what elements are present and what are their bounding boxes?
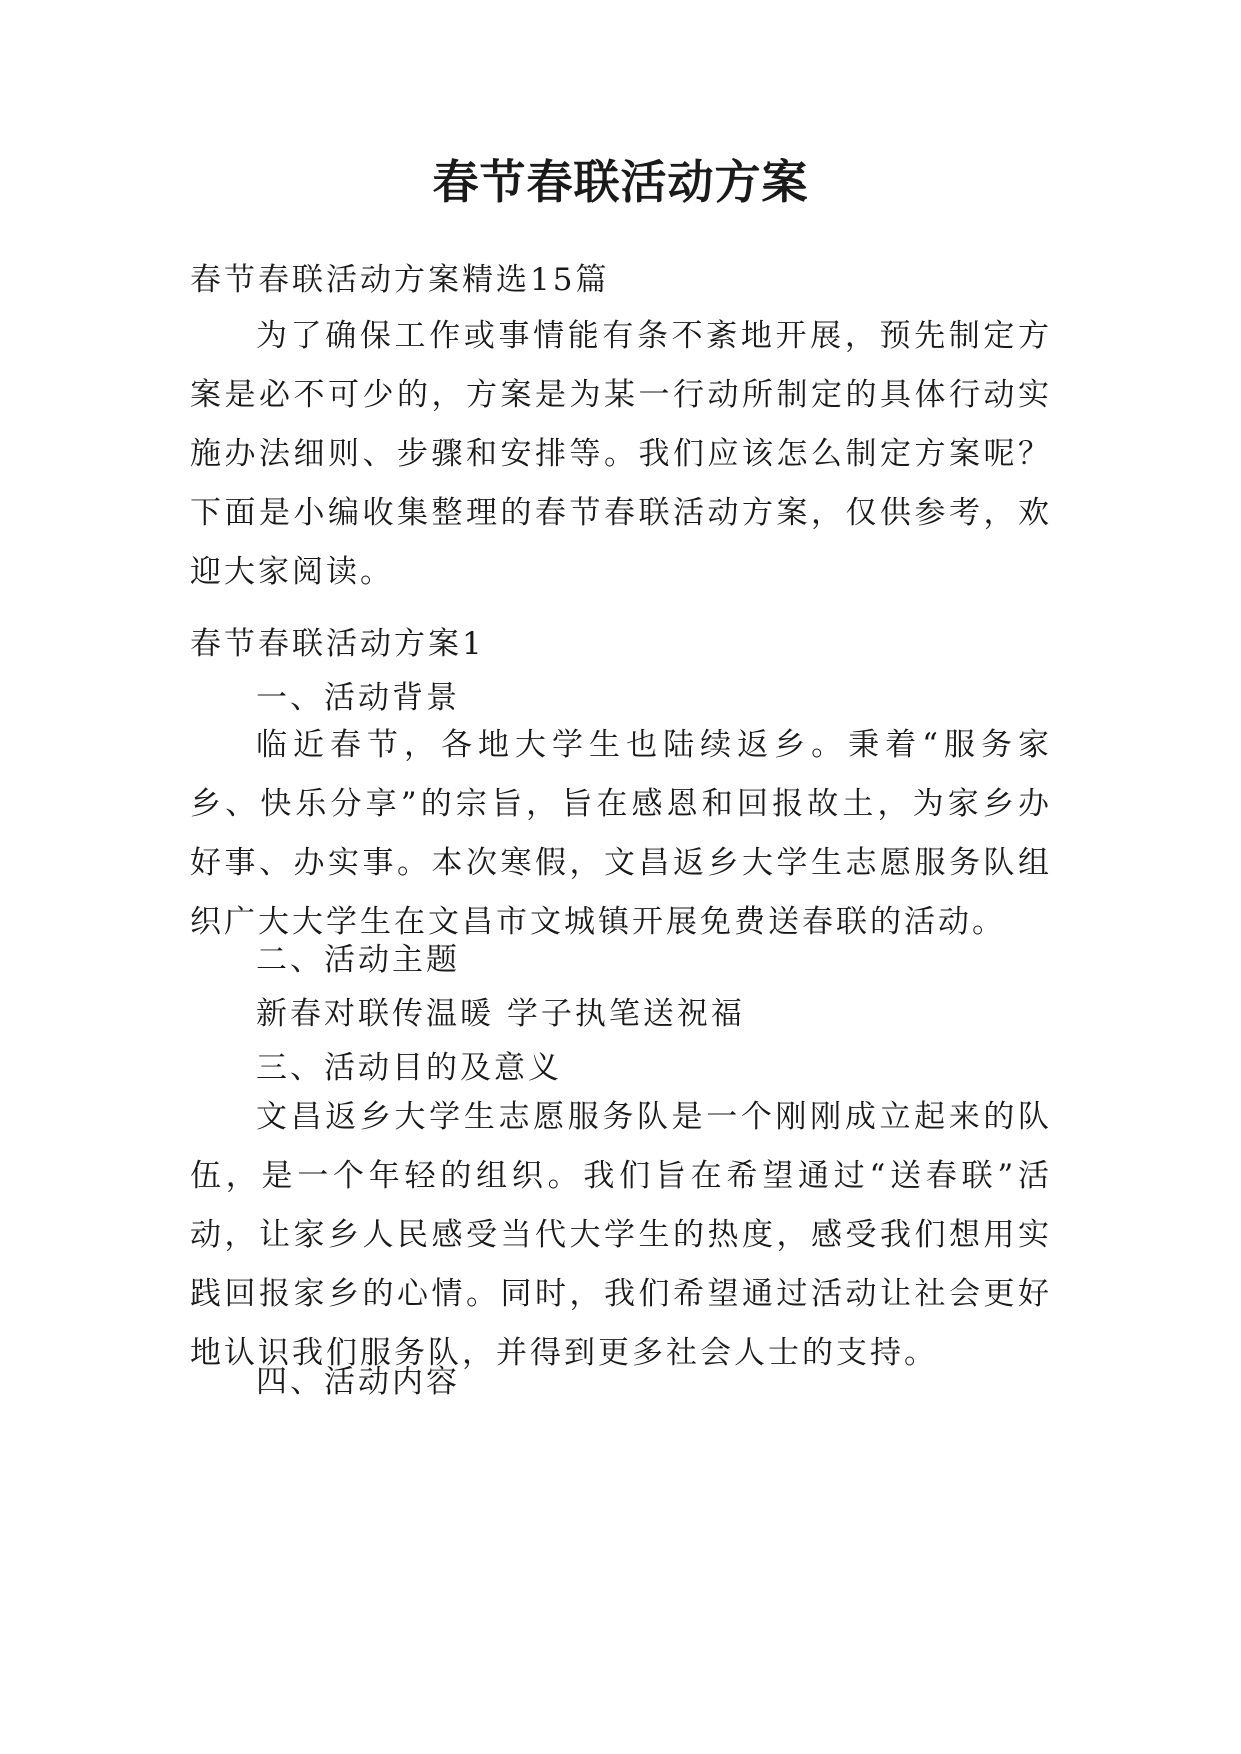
heading-background: 一、活动背景	[256, 680, 460, 716]
heading-content: 四、活动内容	[256, 1364, 460, 1400]
page-title: 春节春联活动方案	[432, 155, 809, 209]
intro-paragraph: 为了确保工作或事情能有条不紊地开展，预先制定方案是必不可少的，方案是为某一行动所制定的具体行动实施办法细则、步骤和安排等。我们应该怎么制定方案呢？下面是小编收集整理的春节春联活动方案，仅供参考，欢迎大家阅读。	[190, 318, 1052, 590]
subtitle: 春节春联活动方案精选15篇	[190, 262, 610, 298]
purpose-paragraph: 文昌返乡大学生志愿服务队是一个刚刚成立起来的队伍，是一个年轻的组织。我们旨在希望通过“送春联”活动，让家乡人民感受当代大学生的热度，感受我们想用实践回报家乡的心情。同时，我们希望通过活动让社会更好地认识我们服务队，并得到更多社会人士的支持。	[190, 1099, 1052, 1371]
theme-text: 新春对联传温暖 学子执笔送祝福	[256, 996, 745, 1032]
heading-theme: 二、活动主题	[256, 942, 460, 978]
section-title: 春节春联活动方案1	[190, 626, 485, 662]
heading-purpose: 三、活动目的及意义	[256, 1050, 562, 1086]
background-paragraph: 临近春节，各地大学生也陆续返乡。秉着“服务家乡、快乐分享”的宗旨，旨在感恩和回报故土，为家乡办好事、办实事。本次寒假，文昌返乡大学生志愿服务队组织广大大学生在文昌市文城镇开展免费送春联的活动。	[190, 727, 1052, 940]
